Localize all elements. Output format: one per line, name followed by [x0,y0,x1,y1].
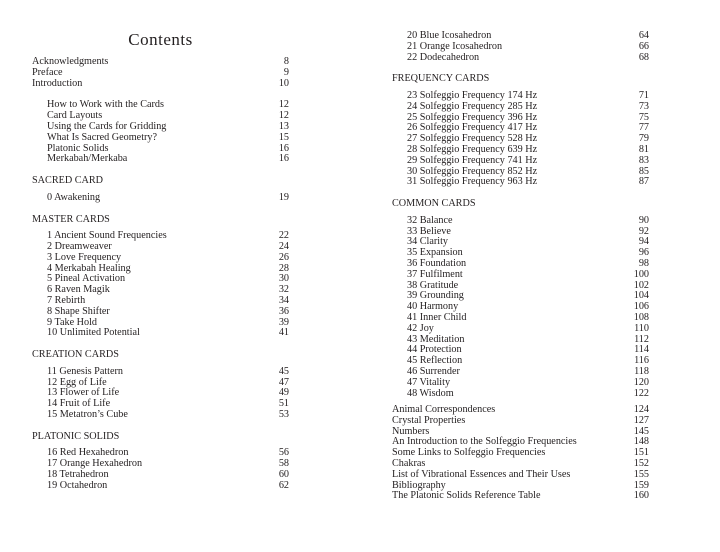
toc-page-number: 85 [638,165,649,177]
toc-page-number: 90 [638,214,649,226]
master-items [32,231,289,339]
toc-entry-title: 39 Grounding [407,290,464,302]
toc-entry-title: Numbers [392,425,430,437]
back-matter-group [392,405,649,502]
toc-entry-title: Using the Cards for Gridding [47,120,167,132]
toc-entry-title: 26 Solfeggio Frequency 417 Hz [407,122,538,134]
toc-entry [32,410,289,421]
section-heading-creation: CREATION CARDS [32,349,119,361]
toc-entry-title: 11 Genesis Pattern [47,365,124,377]
toc-page-number: 39 [278,316,289,328]
toc-page-number: 24 [278,240,289,252]
toc-entry [32,79,289,90]
toc-page-number: 77 [638,122,649,134]
toc-page-number: 122 [633,387,649,399]
toc-page-number: 36 [278,305,289,317]
toc-page-number: 152 [633,458,649,470]
toc-entry [392,42,649,53]
toc-page-number: 8 [283,56,289,67]
toc-entry-title: 4 Merkabah Healing [47,262,131,274]
toc-entry-title: 40 Harmony [407,301,459,313]
toc-entry-title: Platonic Solids [47,142,109,154]
front-matter-group [32,57,289,89]
toc-entry-title: 7 Rebirth [47,294,86,306]
toc-entry-title: 12 Egg of Life [47,376,107,388]
toc-entry-title: Chakras [392,458,426,470]
toc-page-number: 41 [278,327,289,339]
toc-page-number: 28 [278,262,289,274]
toc-entry-title: 5 Pineal Activation [47,273,126,285]
toc-entry-title: Crystal Properties [392,414,466,426]
toc-page-number: 32 [278,284,289,296]
toc-page-number: 148 [633,436,649,448]
toc-entry-title: 27 Solfeggio Frequency 528 Hz [407,133,538,145]
toc-page-number: 10 [278,77,289,89]
toc-entry-title: 45 Reflection [407,355,463,367]
toc-page-number: 51 [278,398,289,410]
intro-subsections [32,100,289,165]
toc-page-number: 56 [278,447,289,459]
toc-page-number: 13 [278,120,289,132]
toc-page-number: 92 [638,225,649,237]
toc-page-number: 60 [278,468,289,480]
toc-entry [32,481,289,492]
toc-page-number: 83 [638,154,649,166]
toc-entry-title: 25 Solfeggio Frequency 396 Hz [407,111,538,123]
toc-page-number: 73 [638,100,649,112]
toc-entry-title: 17 Orange Hexahedron [47,458,143,470]
toc-page-number: 87 [638,176,649,188]
toc-page-number: 112 [634,333,649,345]
toc-page-number: 118 [634,365,649,377]
toc-entry-title: 18 Tetrahedron [47,468,109,480]
toc-entry-title: How to Work with the Cards [47,99,164,111]
toc-page-number: 58 [278,458,289,470]
toc-entry [392,378,649,389]
toc-page-number: 71 [638,89,649,101]
toc-entry-title: 3 Love Frequency [47,251,122,263]
toc-entry-title: Animal Correspondences [392,404,496,416]
toc-entry [392,102,649,113]
toc-page-number: 64 [638,30,649,41]
platonic-items [32,448,289,491]
section-heading-sacred: SACRED CARD [32,175,104,187]
toc-page-number: 110 [634,322,649,334]
toc-entry [392,416,649,427]
toc-page-number: 12 [278,110,289,122]
toc-page-number: 62 [278,479,289,491]
sacred-items [32,193,289,204]
toc-entry-title: 2 Dreamweaver [47,240,112,252]
section-heading-common: COMMON CARDS [392,198,476,210]
toc-page-number: 102 [633,279,649,291]
toc-entry-title: 44 Protection [407,344,462,356]
toc-entry-title: 38 Gratitude [407,279,459,291]
toc-entry-title: 37 Fulfilment [407,268,463,280]
toc-entry [392,177,649,188]
toc-entry [392,324,649,335]
toc-entry [32,328,289,339]
toc-entry-title: Introduction [32,77,83,89]
toc-entry [32,133,289,144]
toc-entry-title: 43 Meditation [407,333,465,345]
toc-entry-title: 1 Ancient Sound Frequencies [47,230,167,242]
toc-entry-title: 13 Flower of Life [47,387,120,399]
toc-page-number: 53 [278,408,289,420]
toc-page-number: 75 [638,111,649,123]
frequency-items [392,91,649,188]
toc-entry-title: 34 Clarity [407,236,449,248]
toc-page-number: 124 [633,404,649,416]
toc-page-number: 94 [638,236,649,248]
toc-page-number: 22 [278,230,289,242]
toc-entry-title: 10 Unlimited Potential [47,327,140,339]
toc-page-number: 26 [278,251,289,263]
toc-entry-title: 28 Solfeggio Frequency 639 Hz [407,143,538,155]
toc-page-number: 68 [638,51,649,63]
toc-entry-title: 29 Solfeggio Frequency 741 Hz [407,154,538,166]
toc-page-number: 66 [638,40,649,52]
toc-entry-title: Preface [32,66,63,78]
toc-entry [392,156,649,167]
toc-entry-title: 0 Awakening [47,191,101,203]
toc-page-number: 9 [283,66,289,78]
toc-entry [392,216,649,227]
toc-entry-title: Card Layouts [47,110,103,122]
toc-page-number: 98 [638,257,649,269]
toc-page-number: 127 [633,414,649,426]
toc-entry [32,57,289,68]
toc-entry-title: Merkabah/Merkaba [47,153,128,165]
toc-entry-title: 9 Take Hold [47,316,98,328]
toc-page-number: 151 [633,447,649,459]
toc-entry-title: 46 Surrender [407,365,460,377]
toc-page-number: 155 [633,468,649,480]
toc-entry-title: 32 Balance [407,214,453,226]
toc-entry-title: List of Vibrational Essences and Their Uses [392,468,571,480]
toc-entry-title: 33 Believe [407,225,451,237]
toc-entry [32,253,289,264]
toc-page-number: 47 [278,376,289,388]
toc-entry-title: Some Links to Solfeggio Frequencies [392,447,546,459]
toc-page-number: 30 [278,273,289,285]
toc-entry-title: 35 Expansion [407,247,463,259]
page-title: Contents [128,30,193,49]
toc-entry-title: 41 Inner Child [407,311,467,323]
toc-entry [32,307,289,318]
toc-entry [32,154,289,165]
toc-page-number: 81 [638,143,649,155]
toc-entry-title: What Is Sacred Geometry? [47,131,158,143]
toc-entry-title: The Platonic Solids Reference Table [392,490,541,502]
toc-entry-title: 48 Wisdom [407,387,454,399]
toc-entry [32,68,289,79]
toc-page-number: 104 [633,290,649,302]
section-heading-master: MASTER CARDS [32,213,110,225]
left-toc-list [32,57,289,491]
toc-page-number: 16 [278,142,289,154]
left-page [32,0,289,552]
toc-page-number: 34 [278,294,289,306]
toc-entry-title: 21 Orange Icosahedron [407,40,503,52]
section-heading-platonic: PLATONIC SOLIDS [32,430,120,442]
toc-page-number: 49 [278,387,289,399]
toc-entry-title: 8 Shape Shifter [47,305,110,317]
toc-entry [32,367,289,378]
toc-entry-title: 31 Solfeggio Frequency 963 Hz [407,176,538,188]
toc-entry-title: Acknowledgments [32,56,109,67]
right-toc-list [392,31,649,502]
toc-page-number: 79 [638,133,649,145]
toc-entry [392,270,649,281]
toc-entry-title: 23 Solfeggio Frequency 174 Hz [407,89,538,101]
section-heading-frequency: FREQUENCY CARDS [392,73,490,85]
toc-entry-title: 47 Vitality [407,376,451,388]
toc-entry-title: 14 Fruit of Life [47,398,111,410]
toc-entry-title: An Introduction to the Solfeggio Frequencies [392,436,577,448]
toc-entry-title: 36 Foundation [407,257,467,269]
toc-page-number: 116 [634,355,649,367]
toc-entry [32,193,289,204]
toc-entry-title: 24 Solfeggio Frequency 285 Hz [407,100,538,112]
toc-page-number: 120 [633,376,649,388]
creation-items [32,367,289,421]
toc-entry [392,448,649,459]
toc-entry [392,53,649,64]
toc-entry [392,491,649,502]
toc-entry-title: 30 Solfeggio Frequency 852 Hz [407,165,538,177]
toc-entry-title: 19 Octahedron [47,479,108,491]
platonic-items-continued [392,31,649,63]
toc-entry-title: Bibliography [392,479,446,491]
toc-page-number: 114 [634,344,649,356]
toc-page-number: 16 [278,153,289,165]
toc-page-number: 159 [633,479,649,491]
toc-entry-title: 20 Blue Icosahedron [407,30,492,41]
toc-page-number: 96 [638,247,649,259]
toc-page-number: 145 [633,425,649,437]
right-page [392,0,649,552]
toc-page-number: 15 [278,131,289,143]
toc-entry-title: 15 Metatron’s Cube [47,408,128,420]
toc-entry-title: 22 Dodecahedron [407,51,480,63]
toc-page-number: 106 [633,301,649,313]
toc-entry-title: 6 Raven Magik [47,284,110,296]
toc-page-number: 108 [633,311,649,323]
toc-page-number: 12 [278,99,289,111]
toc-page-number: 45 [278,365,289,377]
toc-entry-title: 16 Red Hexahedron [47,447,129,459]
toc-page-number: 160 [633,490,649,502]
toc-page-number: 19 [278,191,289,203]
toc-entry-title: 42 Joy [407,322,434,334]
toc-entry [392,389,649,400]
common-items [392,216,649,400]
toc-page-number: 100 [633,268,649,280]
